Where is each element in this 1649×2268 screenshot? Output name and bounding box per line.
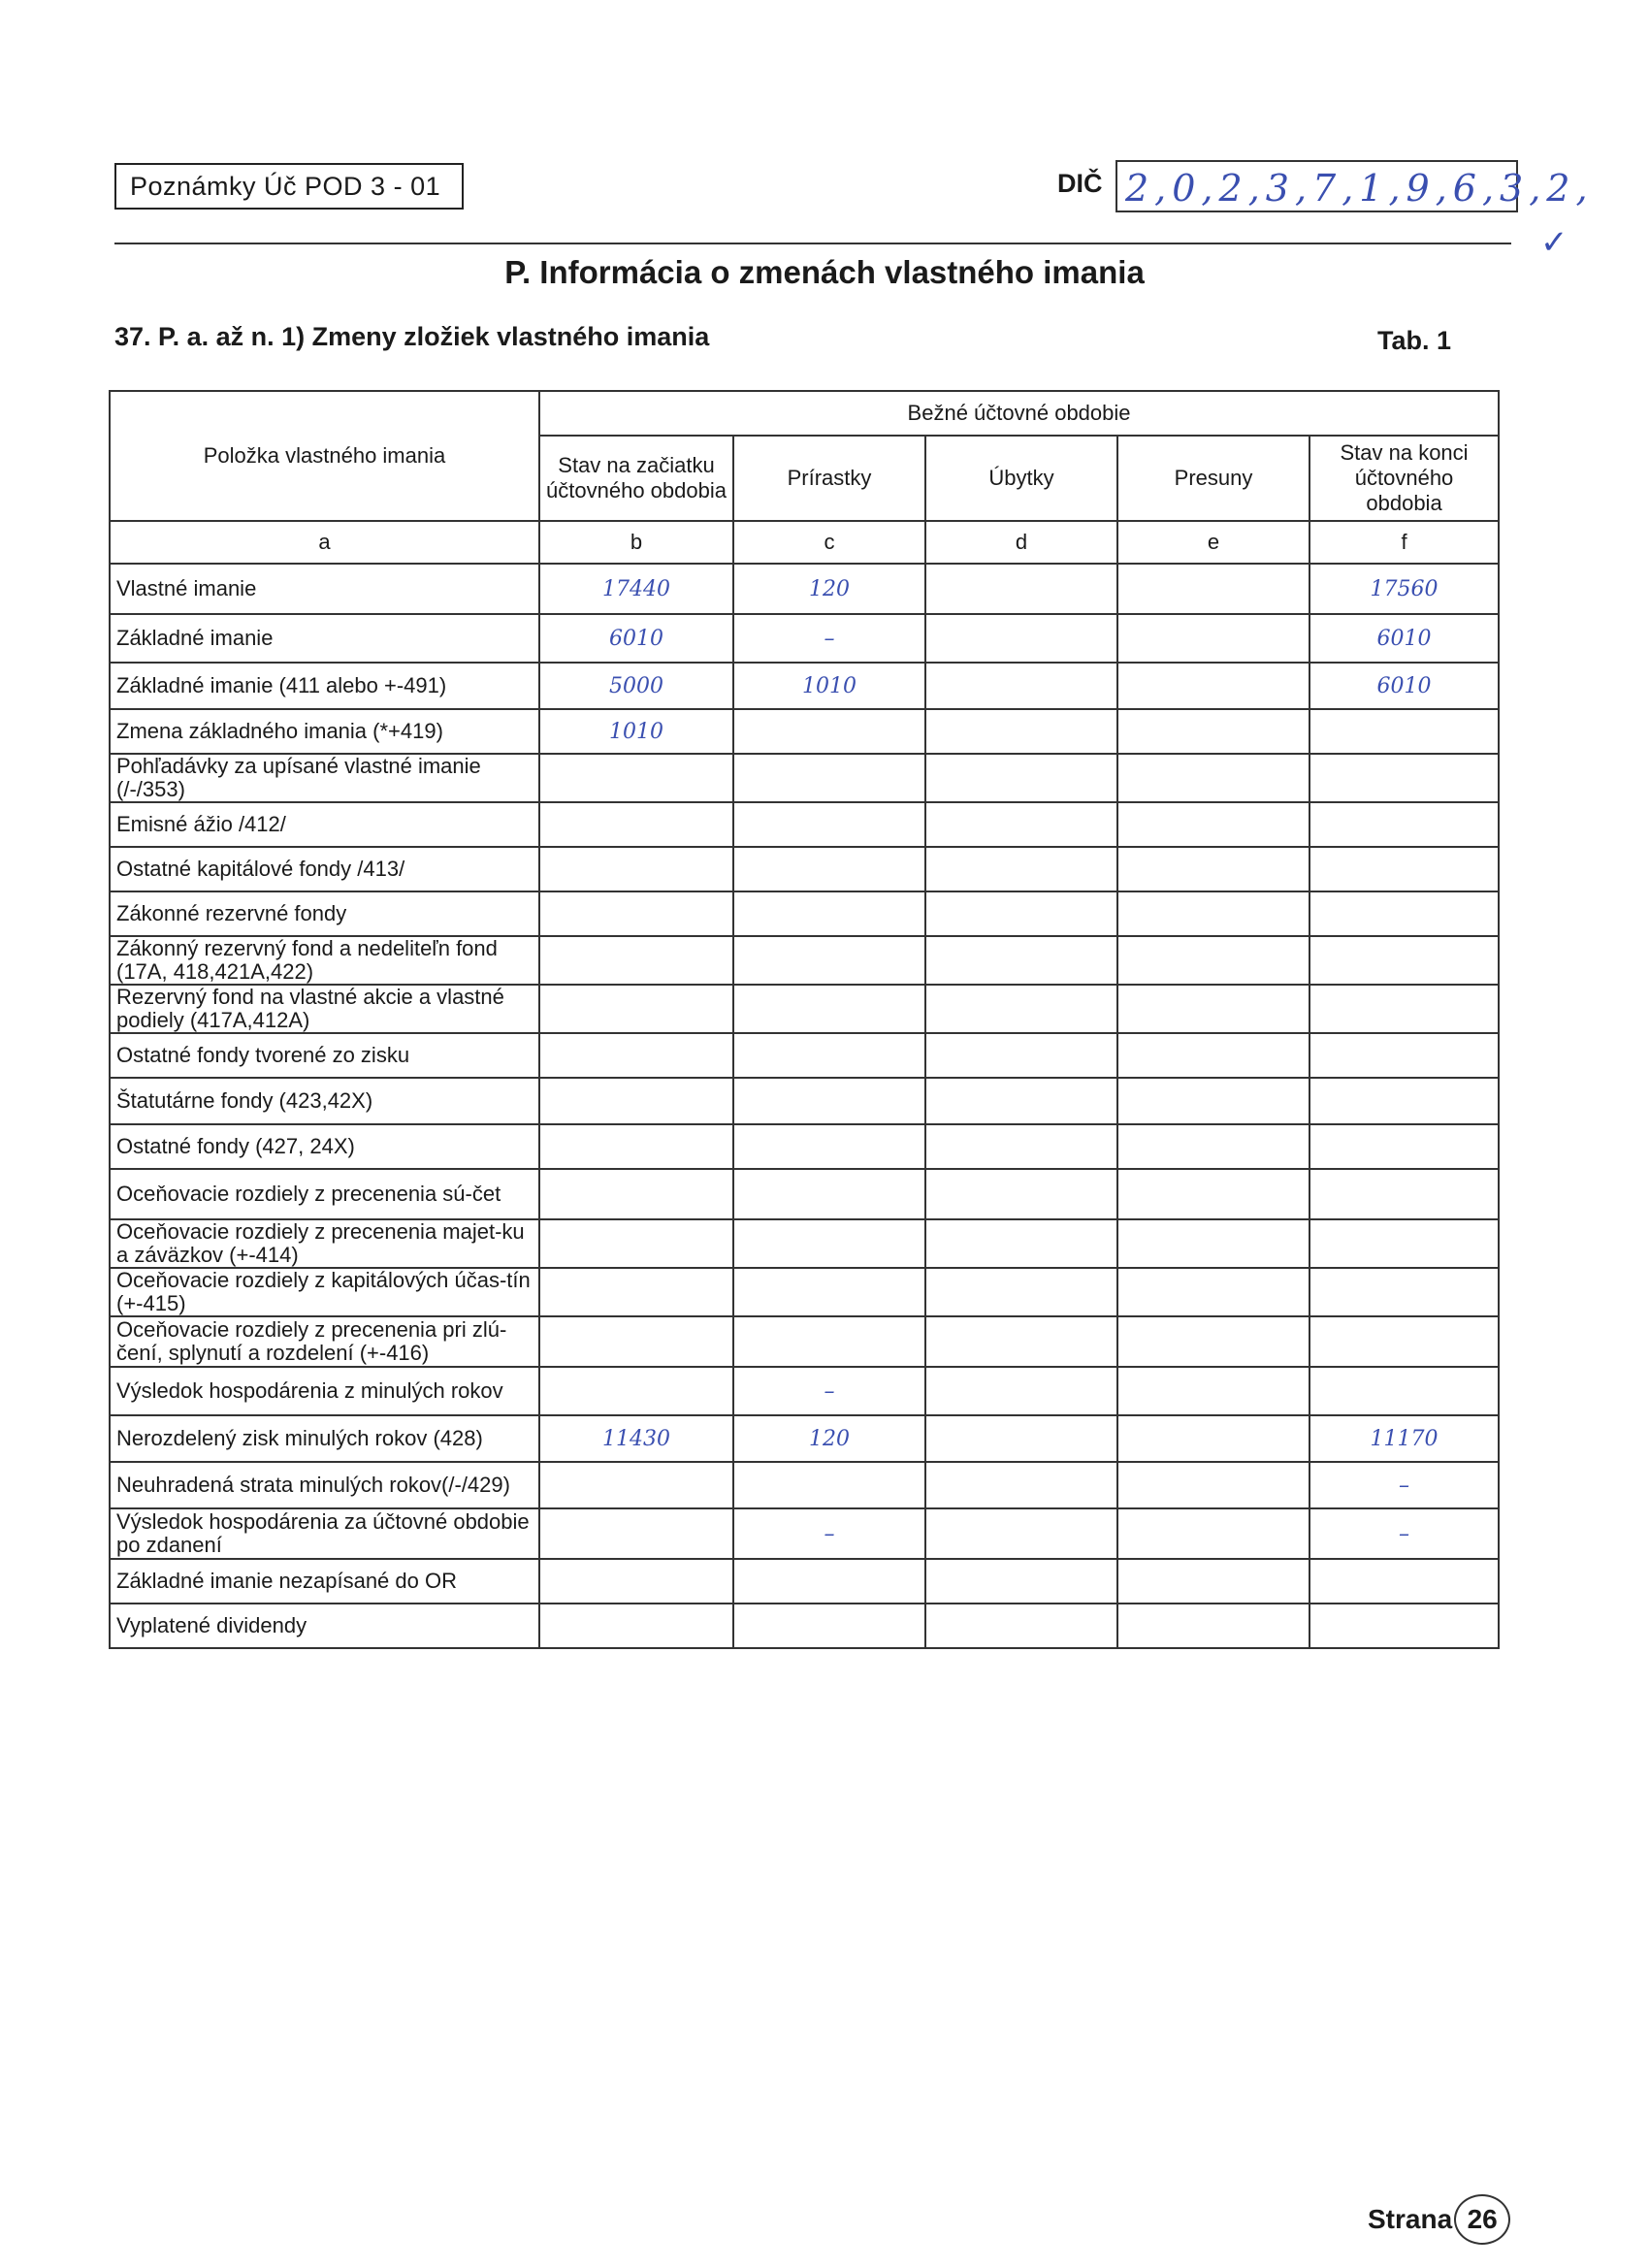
row-label-cell: Oceňovacie rozdiely z precenenia pri zlú-čení, splynutí a rozdelení (+-416) (110, 1316, 539, 1367)
cell-b (539, 891, 733, 936)
header-divider (114, 243, 1511, 244)
cell-e (1117, 1078, 1310, 1124)
cell-c (733, 1462, 925, 1508)
cell-e (1117, 1268, 1310, 1316)
cell-b: 6010 (539, 614, 733, 663)
row-label-cell: Zmena základného imania (*+419) (110, 709, 539, 754)
cell-f: 11170 (1310, 1415, 1499, 1462)
table-row (110, 1169, 1499, 1219)
page-number-circle: 26 (1454, 2194, 1510, 2245)
page-label: Strana (1368, 2204, 1453, 2234)
table-label: Tab. 1 (1377, 326, 1452, 355)
col-letter-a: a (110, 521, 539, 564)
cell-f (1310, 1604, 1499, 1648)
cell-c: – (733, 1508, 925, 1559)
section-title: P. Informácia o zmenách vlastného imania (504, 254, 1145, 290)
cell-c (733, 847, 925, 891)
cell-c (733, 754, 925, 802)
cell-e (1117, 1508, 1310, 1559)
equity-changes-table (109, 390, 1500, 1649)
row-label-cell: Oceňovacie rozdiely z precenenia majet-ku a záväzkov (+-414) (110, 1219, 539, 1268)
cell-b (539, 1604, 733, 1648)
cell-c (733, 1559, 925, 1604)
table-row (110, 985, 1499, 1033)
table-row (110, 936, 1499, 985)
cell-e (1117, 1604, 1310, 1648)
table-row (110, 1078, 1499, 1124)
row-label-cell: Výsledok hospodárenia za účtovné obdobie po zdanení (110, 1508, 539, 1559)
table-row (110, 1268, 1499, 1316)
cell-b (539, 985, 733, 1033)
cell-f (1310, 754, 1499, 802)
subsection-title: 37. P. a. až n. 1) Zmeny zložiek vlastného imania (114, 322, 710, 351)
row-label-cell: Rezervný fond na vlastné akcie a vlastné podiely (417A,412A) (110, 985, 539, 1033)
cell-d (925, 564, 1117, 614)
form-code-box: Poznámky Úč POD 3 - 01 (114, 163, 464, 210)
row-label-cell: Oceňovacie rozdiely z kapitálových účas-tín (+-415) (110, 1268, 539, 1316)
cell-f (1310, 891, 1499, 936)
col-letter-d: d (925, 521, 1117, 564)
cell-e (1117, 1316, 1310, 1367)
cell-d (925, 1559, 1117, 1604)
cell-e (1117, 802, 1310, 847)
cell-b (539, 1367, 733, 1415)
table-row (110, 1367, 1499, 1415)
cell-c (733, 985, 925, 1033)
row-label-cell: Emisné ážio /412/ (110, 802, 539, 847)
cell-c: – (733, 614, 925, 663)
cell-d (925, 1268, 1117, 1316)
page-number (1368, 2194, 1510, 2245)
cell-f (1310, 1367, 1499, 1415)
row-label-cell: Nerozdelený zisk minulých rokov (428) (110, 1415, 539, 1462)
cell-d (925, 754, 1117, 802)
table-row (110, 1219, 1499, 1268)
cell-e (1117, 1415, 1310, 1462)
table-row (110, 847, 1499, 891)
cell-d (925, 847, 1117, 891)
cell-e (1117, 1462, 1310, 1508)
table-row (110, 564, 1499, 614)
row-label-cell: Ostatné kapitálové fondy /413/ (110, 847, 539, 891)
cell-c (733, 1169, 925, 1219)
table-row (110, 754, 1499, 802)
item-header: Položka vlastného imania (110, 391, 539, 521)
cell-b: 1010 (539, 709, 733, 754)
cell-e (1117, 663, 1310, 709)
check-mark-icon: ✓ (1540, 224, 1568, 261)
row-label-cell: Základné imanie nezapísané do OR (110, 1559, 539, 1604)
cell-f (1310, 1559, 1499, 1604)
cell-f (1310, 1033, 1499, 1078)
cell-d (925, 1367, 1117, 1415)
cell-c: 1010 (733, 663, 925, 709)
cell-c (733, 802, 925, 847)
cell-d (925, 709, 1117, 754)
cell-f (1310, 936, 1499, 985)
cell-d (925, 1462, 1117, 1508)
cell-e (1117, 1124, 1310, 1169)
table-row (110, 1604, 1499, 1648)
cell-b (539, 1559, 733, 1604)
col-letter-e: e (1117, 521, 1310, 564)
cell-e (1117, 754, 1310, 802)
row-label-cell: Ostatné fondy (427, 24X) (110, 1124, 539, 1169)
cell-d (925, 1415, 1117, 1462)
cell-d (925, 1124, 1117, 1169)
cell-b (539, 847, 733, 891)
cell-d (925, 1169, 1117, 1219)
cell-d (925, 1508, 1117, 1559)
table-row (110, 1462, 1499, 1508)
cell-c (733, 1268, 925, 1316)
cell-c (733, 1604, 925, 1648)
table-row (110, 1033, 1499, 1078)
cell-d (925, 614, 1117, 663)
cell-c: – (733, 1367, 925, 1415)
cell-c (733, 1124, 925, 1169)
table-row (110, 1124, 1499, 1169)
cell-c (733, 936, 925, 985)
cell-e (1117, 1219, 1310, 1268)
table-row (110, 802, 1499, 847)
row-label-cell: Základné imanie (411 alebo +-491) (110, 663, 539, 709)
row-label-cell: Vlastné imanie (110, 564, 539, 614)
cell-c (733, 1033, 925, 1078)
dic-label: DIČ (1057, 169, 1103, 198)
col-letter-f: f (1310, 521, 1499, 564)
cell-b (539, 1033, 733, 1078)
cell-b: 11430 (539, 1415, 733, 1462)
cell-f (1310, 802, 1499, 847)
cell-f (1310, 985, 1499, 1033)
cell-b: 17440 (539, 564, 733, 614)
cell-f: – (1310, 1508, 1499, 1559)
cell-d (925, 936, 1117, 985)
row-label-cell: Základné imanie (110, 614, 539, 663)
cell-e (1117, 985, 1310, 1033)
col-d-header: Úbytky (925, 436, 1117, 521)
cell-b (539, 1268, 733, 1316)
cell-f: 17560 (1310, 564, 1499, 614)
cell-f: – (1310, 1462, 1499, 1508)
cell-f (1310, 1124, 1499, 1169)
row-label-cell: Štatutárne fondy (423,42X) (110, 1078, 539, 1124)
table-row (110, 1559, 1499, 1604)
cell-c: 120 (733, 564, 925, 614)
cell-f (1310, 1078, 1499, 1124)
cell-f: 6010 (1310, 663, 1499, 709)
table-row (110, 891, 1499, 936)
cell-d (925, 802, 1117, 847)
cell-e (1117, 891, 1310, 936)
cell-f: 6010 (1310, 614, 1499, 663)
col-letter-b: b (539, 521, 733, 564)
cell-b (539, 802, 733, 847)
cell-e (1117, 1559, 1310, 1604)
cell-b (539, 936, 733, 985)
cell-d (925, 1604, 1117, 1648)
cell-b (539, 1169, 733, 1219)
cell-d (925, 985, 1117, 1033)
row-label-cell: Vyplatené dividendy (110, 1604, 539, 1648)
cell-d (925, 1078, 1117, 1124)
cell-b (539, 754, 733, 802)
table-row (110, 1316, 1499, 1367)
cell-c (733, 891, 925, 936)
cell-e (1117, 1169, 1310, 1219)
cell-d (925, 663, 1117, 709)
cell-b: 5000 (539, 663, 733, 709)
row-label-cell: Výsledok hospodárenia z minulých rokov (110, 1367, 539, 1415)
cell-f (1310, 1268, 1499, 1316)
cell-b (539, 1508, 733, 1559)
table-row (110, 1415, 1499, 1462)
col-c-header: Prírastky (733, 436, 925, 521)
col-b-header: Stav na začiatku účtovného obdobia (539, 436, 733, 521)
cell-e (1117, 709, 1310, 754)
row-label-cell: Zákonný rezervný fond a nedeliteľn fond (17A, 418,421A,422) (110, 936, 539, 985)
col-e-header: Presuny (1117, 436, 1310, 521)
table-row (110, 709, 1499, 754)
cell-b (539, 1219, 733, 1268)
cell-e (1117, 936, 1310, 985)
cell-d (925, 1219, 1117, 1268)
cell-b (539, 1462, 733, 1508)
col-f-header: Stav na konci účtovného obdobia (1310, 436, 1499, 521)
cell-e (1117, 614, 1310, 663)
cell-e (1117, 1033, 1310, 1078)
cell-e (1117, 1367, 1310, 1415)
row-label-cell: Ostatné fondy tvorené zo zisku (110, 1033, 539, 1078)
cell-d (925, 1316, 1117, 1367)
cell-f (1310, 1169, 1499, 1219)
cell-b (539, 1316, 733, 1367)
period-header: Bežné účtovné obdobie (539, 391, 1499, 436)
cell-f (1310, 1316, 1499, 1367)
cell-b (539, 1124, 733, 1169)
cell-b (539, 1078, 733, 1124)
cell-f (1310, 709, 1499, 754)
cell-f (1310, 1219, 1499, 1268)
row-label-cell: Pohľadávky za upísané vlastné imanie (/-/353) (110, 754, 539, 802)
row-label-cell: Oceňovacie rozdiely z precenenia sú-čet (110, 1169, 539, 1219)
cell-d (925, 1033, 1117, 1078)
row-label-cell: Neuhradená strata minulých rokov(/-/429) (110, 1462, 539, 1508)
dic-value: 2,0,2,3,7,1,9,6,3,2, (1125, 167, 1594, 210)
cell-e (1117, 847, 1310, 891)
cell-e (1117, 564, 1310, 614)
cell-d (925, 891, 1117, 936)
cell-c (733, 1078, 925, 1124)
table-row (110, 614, 1499, 663)
cell-c (733, 1316, 925, 1367)
cell-c (733, 709, 925, 754)
table-row (110, 663, 1499, 709)
cell-c: 120 (733, 1415, 925, 1462)
cell-c (733, 1219, 925, 1268)
table-row (110, 1508, 1499, 1559)
cell-f (1310, 847, 1499, 891)
col-letter-c: c (733, 521, 925, 564)
row-label-cell: Zákonné rezervné fondy (110, 891, 539, 936)
